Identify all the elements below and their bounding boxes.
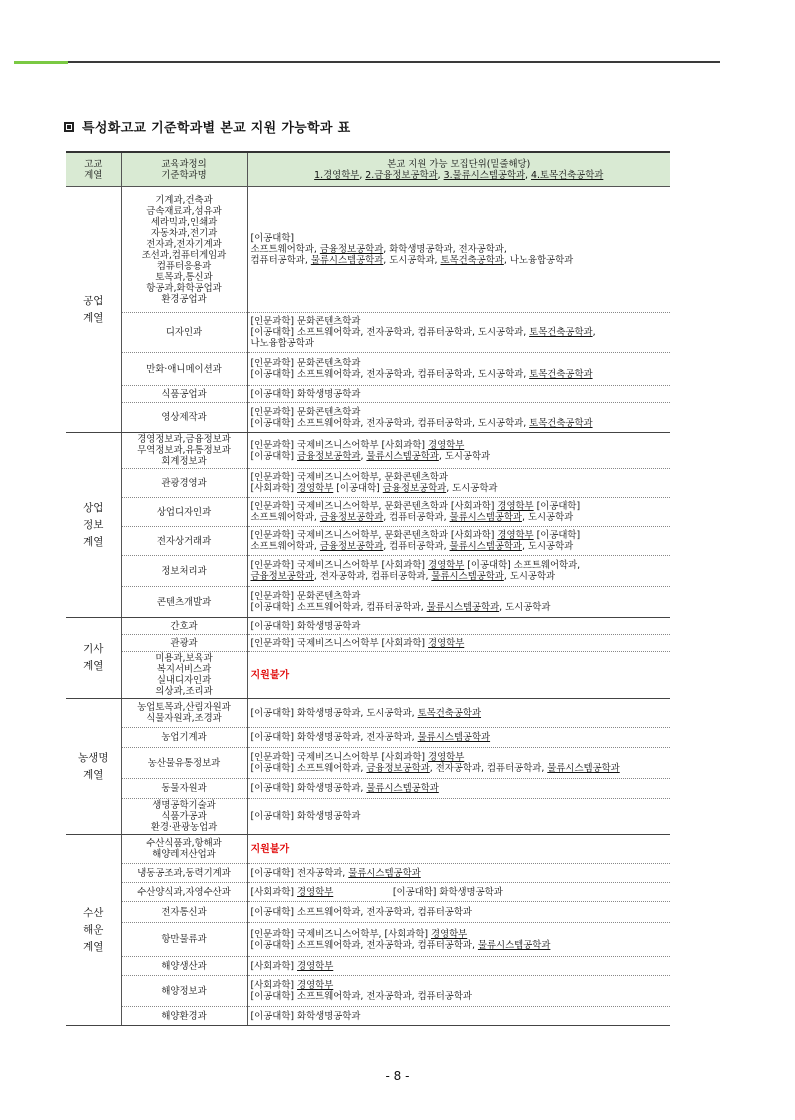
unit-segment: 토목건축공학과	[529, 417, 593, 429]
eligible-units-cell	[247, 433, 670, 469]
unit-line	[251, 418, 668, 429]
not-eligible-label: 지원불가	[250, 843, 290, 855]
unit-line	[251, 560, 668, 571]
unit-segment: 금융정보공학과	[319, 512, 384, 523]
table-body	[66, 187, 670, 1026]
unit-segment: 경영학부	[497, 530, 534, 541]
track-name: 계열	[83, 768, 104, 781]
unit-line	[251, 571, 668, 582]
major-name: 상업디자인과	[156, 506, 212, 518]
eligible-units-cell	[247, 469, 670, 498]
unit-segment: , 도시공학과	[521, 512, 574, 523]
major-name: 생명공학기술과	[152, 800, 216, 811]
unit-line	[251, 783, 668, 794]
major-name: 식물자원과,조경과	[146, 713, 222, 724]
unit-line	[251, 811, 668, 822]
unit-line	[251, 530, 668, 541]
unit-segment: [이공대학] 소프트웨어학과, 전자공학과, 컴퓨터공학과	[250, 906, 472, 918]
major-cell	[121, 728, 247, 748]
unit-segment: 경영학부	[428, 637, 465, 649]
unit-line	[251, 244, 668, 255]
title-text: 특성화고교 기준학과별 본교 지원 가능학과 표	[82, 121, 351, 136]
track-cell	[66, 618, 121, 699]
unit-segment: [이공대학] 소프트웨어학과,	[464, 560, 581, 571]
unit-line	[251, 868, 668, 879]
unit-line	[251, 501, 668, 512]
eligible-units-cell	[247, 1007, 670, 1026]
unit-line	[251, 233, 668, 244]
unit-segment: 경영학부	[297, 980, 334, 991]
major-name: 복지서비스과	[156, 664, 212, 675]
major-cell	[121, 386, 247, 403]
unit-segment: , 도시공학과	[521, 541, 574, 552]
unit-line	[251, 541, 668, 552]
major-name: 의상과,조리과	[155, 686, 213, 697]
unit-segment: 토목건축공학과	[529, 369, 593, 380]
unit-line	[251, 752, 668, 763]
major-name: 환경·관광농업과	[150, 822, 218, 833]
unit-line	[251, 708, 668, 719]
eligible-units-cell	[247, 883, 670, 902]
header-unit-segment: ,	[437, 169, 444, 181]
unit-segment: 경영학부	[428, 752, 465, 763]
unit-segment: 경영학부	[297, 960, 334, 972]
table-row	[66, 403, 670, 433]
unit-line	[251, 940, 668, 951]
major-name: 수산식품과,항해과	[146, 838, 222, 849]
header-eligible-units: 본교 지원 가능 모집단위(밑줄해당) 1.경영학부, 2.금융정보공학과, 3.물류시스템공학과, 4.토목건축공학과	[247, 152, 670, 187]
table-row	[66, 635, 670, 652]
unit-segment: [인문과학] 국제비즈니스어학부, 문화콘텐츠학과 [사회과학]	[250, 501, 498, 512]
major-name: 식품가공과	[161, 811, 207, 822]
table-row	[66, 699, 670, 728]
unit-segment: [인문과학] 문화콘텐츠학과	[250, 406, 361, 418]
major-name: 항만물류과	[161, 934, 207, 945]
eligible-units-cell	[247, 587, 670, 618]
unit-segment: [이공대학]	[250, 233, 295, 244]
unit-segment: [인문과학] 국제비즈니스어학부, 문화콘텐츠학과	[250, 472, 448, 483]
unit-line	[251, 991, 668, 1002]
unit-segment: [인문과학] 문화콘텐츠학과	[250, 358, 361, 369]
not-eligible-label: 지원불가	[250, 669, 290, 681]
unit-segment: 금융정보공학과	[319, 244, 384, 255]
major-cell	[121, 957, 247, 976]
track-cell	[66, 835, 121, 1026]
unit-line	[251, 929, 668, 940]
unit-segment: [이공대학] 전자공학과,	[250, 867, 349, 879]
unit-segment: [이공대학]	[250, 450, 298, 462]
unit-line	[251, 255, 668, 266]
major-name: 콘텐츠개발과	[156, 596, 212, 608]
major-name: 냉동공조과,동력기계과	[137, 867, 231, 879]
major-name: 전자통신과	[161, 906, 207, 918]
major-name: 만화·애니메이션과	[146, 363, 222, 375]
eligible-units-cell	[247, 699, 670, 728]
eligible-units-cell	[247, 779, 670, 799]
unit-line	[251, 887, 668, 898]
unit-segment: [이공대학] 소프트웨어학과,	[250, 763, 367, 774]
eligible-units-cell	[247, 976, 670, 1007]
major-cell	[121, 976, 247, 1007]
unit-segment: 나노융합공학과	[250, 338, 314, 349]
track-name: 해운	[83, 923, 104, 936]
unit-segment: , 도시공학과	[499, 602, 551, 613]
track-name: 농생명	[78, 751, 109, 764]
major-name: 농업기계과	[161, 732, 207, 743]
unit-segment: ,	[592, 327, 596, 338]
eligible-units-cell	[247, 923, 670, 957]
eligible-units-cell	[247, 313, 670, 353]
eligible-units-cell	[247, 957, 670, 976]
eligible-units-cell	[247, 187, 670, 313]
unit-line	[251, 451, 668, 462]
table-row	[66, 469, 670, 498]
major-name: 세라믹과,인쇄과	[150, 216, 218, 228]
major-cell	[121, 652, 247, 699]
unit-segment: 소프트웨어학과,	[250, 541, 320, 552]
major-cell	[121, 748, 247, 779]
unit-segment: , 도시공학과,	[383, 255, 441, 266]
table-row	[66, 587, 670, 618]
major-name: 관광과	[170, 637, 198, 649]
major-name: 회계정보과	[161, 456, 207, 467]
major-name: 항공과,화학공업과	[146, 282, 222, 294]
eligible-units-cell	[247, 556, 670, 587]
unit-segment: 경영학부	[297, 886, 334, 898]
table-row	[66, 957, 670, 976]
unit-segment: [이공대학] 소프트웨어학과, 전자공학과, 컴퓨터공학과, 도시공학과,	[250, 327, 530, 338]
major-cell	[121, 618, 247, 635]
eligible-units-cell	[247, 386, 670, 403]
eligible-units-cell	[247, 864, 670, 883]
eligible-units-cell	[247, 728, 670, 748]
major-cell	[121, 835, 247, 864]
header-unit-segment: 4.토목건축공학과	[530, 169, 604, 181]
major-cell	[121, 498, 247, 527]
major-name: 식품공업과	[161, 388, 207, 400]
unit-segment: 물류시스템공학과	[449, 512, 522, 523]
major-cell	[121, 353, 247, 386]
table-row	[66, 864, 670, 883]
track-cell	[66, 433, 121, 618]
unit-segment: 금융정보공학과	[250, 571, 314, 582]
unit-segment: [이공대학] 소프트웨어학과, 컴퓨터공학과,	[250, 602, 427, 613]
unit-line	[251, 327, 668, 338]
unit-segment: , 도시공학과	[438, 450, 491, 462]
table-row	[66, 353, 670, 386]
major-cell	[121, 883, 247, 902]
unit-segment: [인문과학] 국제비즈니스어학부 [사회과학]	[250, 439, 429, 451]
section-title	[64, 117, 350, 136]
track-cell	[66, 699, 121, 835]
unit-line	[251, 980, 668, 991]
major-cell	[121, 469, 247, 498]
eligible-units-cell	[247, 652, 670, 699]
unit-segment: , 컴퓨터공학과,	[383, 512, 450, 523]
unit-segment: 금융정보공학과	[297, 450, 361, 462]
unit-segment: [이공대학] 소프트웨어학과, 전자공학과, 컴퓨터공학과	[250, 991, 472, 1002]
unit-segment: 컴퓨터공학과,	[250, 255, 311, 266]
major-name: 무역정보과,유통정보과	[137, 445, 231, 456]
table-row	[66, 433, 670, 469]
major-name: 디자인과	[165, 327, 203, 338]
unit-line	[251, 472, 668, 483]
unit-segment: , 컴퓨터공학과,	[383, 541, 450, 552]
unit-segment: [사회과학]	[250, 980, 298, 991]
table-header-row	[66, 152, 670, 187]
unit-segment: 금융정보공학과	[382, 483, 447, 494]
unit-segment: , 도시공학과	[503, 571, 556, 582]
eligible-units-cell	[247, 835, 670, 864]
major-name: 환경공업과	[161, 293, 207, 305]
major-cell	[121, 313, 247, 353]
unit-segment: 경영학부	[428, 560, 465, 571]
unit-segment: [이공대학] 화학생명공학과	[250, 620, 361, 632]
track-name: 정보	[83, 518, 104, 531]
unit-line	[251, 732, 668, 743]
major-name: 컴퓨터응용과	[156, 260, 212, 272]
unit-segment: [이공대학] 소프트웨어학과, 전자공학과, 컴퓨터공학과, 도시공학과,	[250, 369, 530, 380]
table-row	[66, 748, 670, 779]
unit-line	[251, 483, 668, 494]
eligible-units-cell	[247, 353, 670, 386]
eligibility-table	[66, 151, 670, 1026]
table-row	[66, 618, 670, 635]
unit-segment: ,	[360, 450, 367, 462]
unit-segment: 경영학부	[431, 928, 468, 940]
major-cell	[121, 1007, 247, 1026]
unit-segment: 물류시스템공학과	[431, 571, 504, 582]
unit-segment: [이공대학] 화학생명공학과,	[250, 783, 367, 794]
unit-line	[251, 907, 668, 918]
unit-line	[251, 440, 668, 451]
unit-segment: 물류시스템공학과	[310, 255, 384, 266]
table-row	[66, 728, 670, 748]
unit-segment: 소프트웨어학과,	[250, 512, 320, 523]
major-cell	[121, 433, 247, 469]
track-cell	[66, 187, 121, 433]
header-unit-segment: ,	[359, 169, 366, 181]
unit-segment: 소프트웨어학과,	[250, 244, 320, 255]
track-name: 수산	[83, 906, 104, 919]
major-cell	[121, 799, 247, 835]
table-row	[66, 498, 670, 527]
unit-line	[251, 621, 668, 632]
unit-segment: [이공대학] 소프트웨어학과, 전자공학과, 컴퓨터공학과,	[250, 939, 478, 951]
unit-segment: 금융정보공학과	[319, 541, 384, 552]
unit-segment: [사회과학]	[250, 483, 298, 494]
major-name: 경영정보과,금융정보과	[137, 434, 231, 445]
square-bullet-icon	[64, 122, 74, 132]
unit-segment: 경영학부	[497, 501, 534, 512]
major-name: 토목과,통신과	[155, 271, 213, 283]
unit-segment: [인문과학] 문화콘텐츠학과	[250, 591, 361, 602]
major-name: 해양레저산업과	[152, 849, 216, 860]
unit-segment: , 도시공학과	[446, 483, 498, 494]
track-name: 기사	[83, 643, 104, 655]
unit-segment: [인문과학] 국제비즈니스어학부, [사회과학]	[250, 928, 432, 940]
major-name: 농산물유통정보과	[147, 757, 221, 769]
unit-segment: [이공대학] 소프트웨어학과, 전자공학과, 컴퓨터공학과, 도시공학과,	[250, 417, 530, 429]
header-unit-segment: 3.물류시스템공학과	[443, 169, 526, 181]
major-cell	[121, 779, 247, 799]
unit-segment: [이공대학] 화학생명공학과	[333, 886, 503, 898]
unit-line	[251, 638, 668, 649]
unit-segment: , 나노융합공학과	[503, 255, 574, 266]
table-row	[66, 835, 670, 864]
table-row	[66, 386, 670, 403]
unit-line	[251, 961, 668, 972]
major-name: 자동차과,전기과	[150, 227, 218, 239]
eligible-units-cell	[247, 618, 670, 635]
major-name: 간호과	[170, 620, 198, 632]
track-name: 계열	[83, 311, 104, 324]
unit-segment: [인문과학] 국제비즈니스어학부 [사회과학]	[250, 560, 429, 571]
track-name: 공업	[83, 294, 104, 307]
major-cell	[121, 864, 247, 883]
unit-segment: 토목건축공학과	[417, 707, 482, 719]
eligible-units-cell	[247, 527, 670, 556]
major-name: 해양정보과	[161, 985, 207, 997]
header-unit-segment: 1.경영학부	[314, 169, 360, 181]
header-unit-segment: 2.금융정보공학과	[365, 169, 438, 181]
unit-segment: [이공대학] 화학생명공학과	[250, 1010, 361, 1022]
track-name: 계열	[83, 660, 104, 672]
major-name: 전자과,전자기계과	[146, 238, 222, 250]
major-cell	[121, 187, 247, 313]
major-name: 금속재료과,섬유과	[146, 205, 222, 217]
unit-segment: 물류시스템공학과	[417, 732, 491, 743]
unit-line	[251, 1011, 668, 1022]
table-row	[66, 779, 670, 799]
header-unit-segment: ,	[525, 169, 531, 181]
major-name: 동물자원과	[161, 783, 207, 794]
unit-segment: [사회과학]	[250, 960, 298, 972]
unit-segment: [인문과학] 국제비즈니스어학부 [사회과학]	[250, 752, 429, 763]
header-accent-bar	[14, 61, 68, 64]
unit-line	[251, 602, 668, 613]
header-track: 고교 계열	[66, 152, 121, 187]
unit-segment: 물류시스템공학과	[477, 939, 551, 951]
major-cell	[121, 527, 247, 556]
unit-line	[251, 407, 668, 418]
unit-segment: 경영학부	[428, 439, 465, 451]
table-row	[66, 883, 670, 902]
track-name: 상업	[83, 501, 104, 514]
header-target-units	[251, 170, 668, 181]
table-row	[66, 923, 670, 957]
unit-segment: [인문과학] 국제비즈니스어학부 [사회과학]	[250, 637, 429, 649]
table-row	[66, 652, 670, 699]
unit-line	[251, 338, 668, 349]
unit-line	[251, 358, 668, 369]
unit-segment: 물류시스템공학과	[366, 450, 439, 462]
unit-segment: 물류시스템공학과	[348, 867, 421, 879]
major-name: 실내디자인과	[156, 675, 212, 686]
major-name: 농업토목과,산림자원과	[137, 702, 231, 713]
eligible-units-cell	[247, 799, 670, 835]
unit-segment: [이공대학] 화학생명공학과, 도시공학과,	[250, 707, 418, 719]
header-rule	[68, 61, 720, 63]
unit-segment: 금융정보공학과	[366, 763, 430, 774]
unit-segment: [인문과학] 국제비즈니스어학부, 문화콘텐츠학과 [사회과학]	[250, 530, 498, 541]
major-cell	[121, 699, 247, 728]
unit-segment: 물류시스템공학과	[426, 602, 500, 613]
eligible-units-cell	[247, 635, 670, 652]
track-name: 계열	[83, 940, 104, 953]
track-name: 계열	[83, 535, 104, 548]
unit-line	[251, 763, 668, 774]
major-name: 영상제작과	[161, 412, 207, 423]
major-cell	[121, 556, 247, 587]
major-cell	[121, 403, 247, 433]
unit-line	[251, 369, 668, 380]
page-number: - 8 -	[385, 1069, 410, 1083]
table-row	[66, 556, 670, 587]
major-name: 미용과,보육과	[155, 653, 213, 664]
unit-segment: [사회과학]	[250, 886, 298, 898]
unit-segment: [이공대학]	[533, 530, 581, 541]
unit-segment: [이공대학] 화학생명공학과	[250, 811, 361, 822]
unit-segment: , 전자공학과, 컴퓨터공학과,	[313, 571, 432, 582]
table-row	[66, 313, 670, 353]
unit-segment: [이공대학] 화학생명공학과	[250, 388, 361, 400]
major-name: 수산양식과,자영수산과	[137, 886, 231, 898]
table-row	[66, 187, 670, 313]
table-row	[66, 902, 670, 923]
table-row	[66, 527, 670, 556]
unit-segment: [이공대학] 화학생명공학과, 전자공학과,	[250, 732, 418, 743]
major-name: 관광경영과	[161, 477, 207, 489]
unit-segment: 물류시스템공학과	[547, 763, 620, 774]
header-major: 교육과정의 기준학과명	[121, 152, 247, 187]
major-cell	[121, 923, 247, 957]
table-row	[66, 1007, 670, 1026]
unit-segment: 토목건축공학과	[440, 255, 504, 266]
unit-segment: [인문과학] 문화콘텐츠학과	[250, 316, 361, 327]
unit-segment: 물류시스템공학과	[366, 783, 439, 794]
unit-line	[251, 512, 668, 523]
unit-segment: [이공대학]	[533, 501, 581, 512]
unit-segment: 토목건축공학과	[529, 327, 593, 338]
unit-segment: , 전자공학과, 컴퓨터공학과,	[429, 763, 548, 774]
major-cell	[121, 635, 247, 652]
major-name: 전자상거래과	[156, 535, 212, 547]
eligible-units-cell	[247, 902, 670, 923]
unit-line	[251, 316, 668, 327]
unit-segment: [이공대학]	[333, 483, 383, 494]
table-row	[66, 976, 670, 1007]
major-name: 기계과,건축과	[155, 194, 213, 206]
unit-segment: , 화학생명공학과, 전자공학과,	[383, 244, 507, 255]
eligible-units-cell	[247, 498, 670, 527]
eligible-units-cell	[247, 403, 670, 433]
unit-line	[251, 389, 668, 400]
major-cell	[121, 902, 247, 923]
table-row	[66, 799, 670, 835]
unit-segment: 물류시스템공학과	[449, 541, 522, 552]
unit-line	[251, 591, 668, 602]
major-name: 해양환경과	[161, 1010, 207, 1022]
major-name: 해양생산과	[161, 960, 207, 972]
major-name: 조선과,컴퓨터게임과	[141, 249, 227, 261]
unit-segment: 경영학부	[297, 483, 334, 494]
major-name: 정보처리과	[161, 565, 207, 577]
eligible-units-cell	[247, 748, 670, 779]
major-cell	[121, 587, 247, 618]
